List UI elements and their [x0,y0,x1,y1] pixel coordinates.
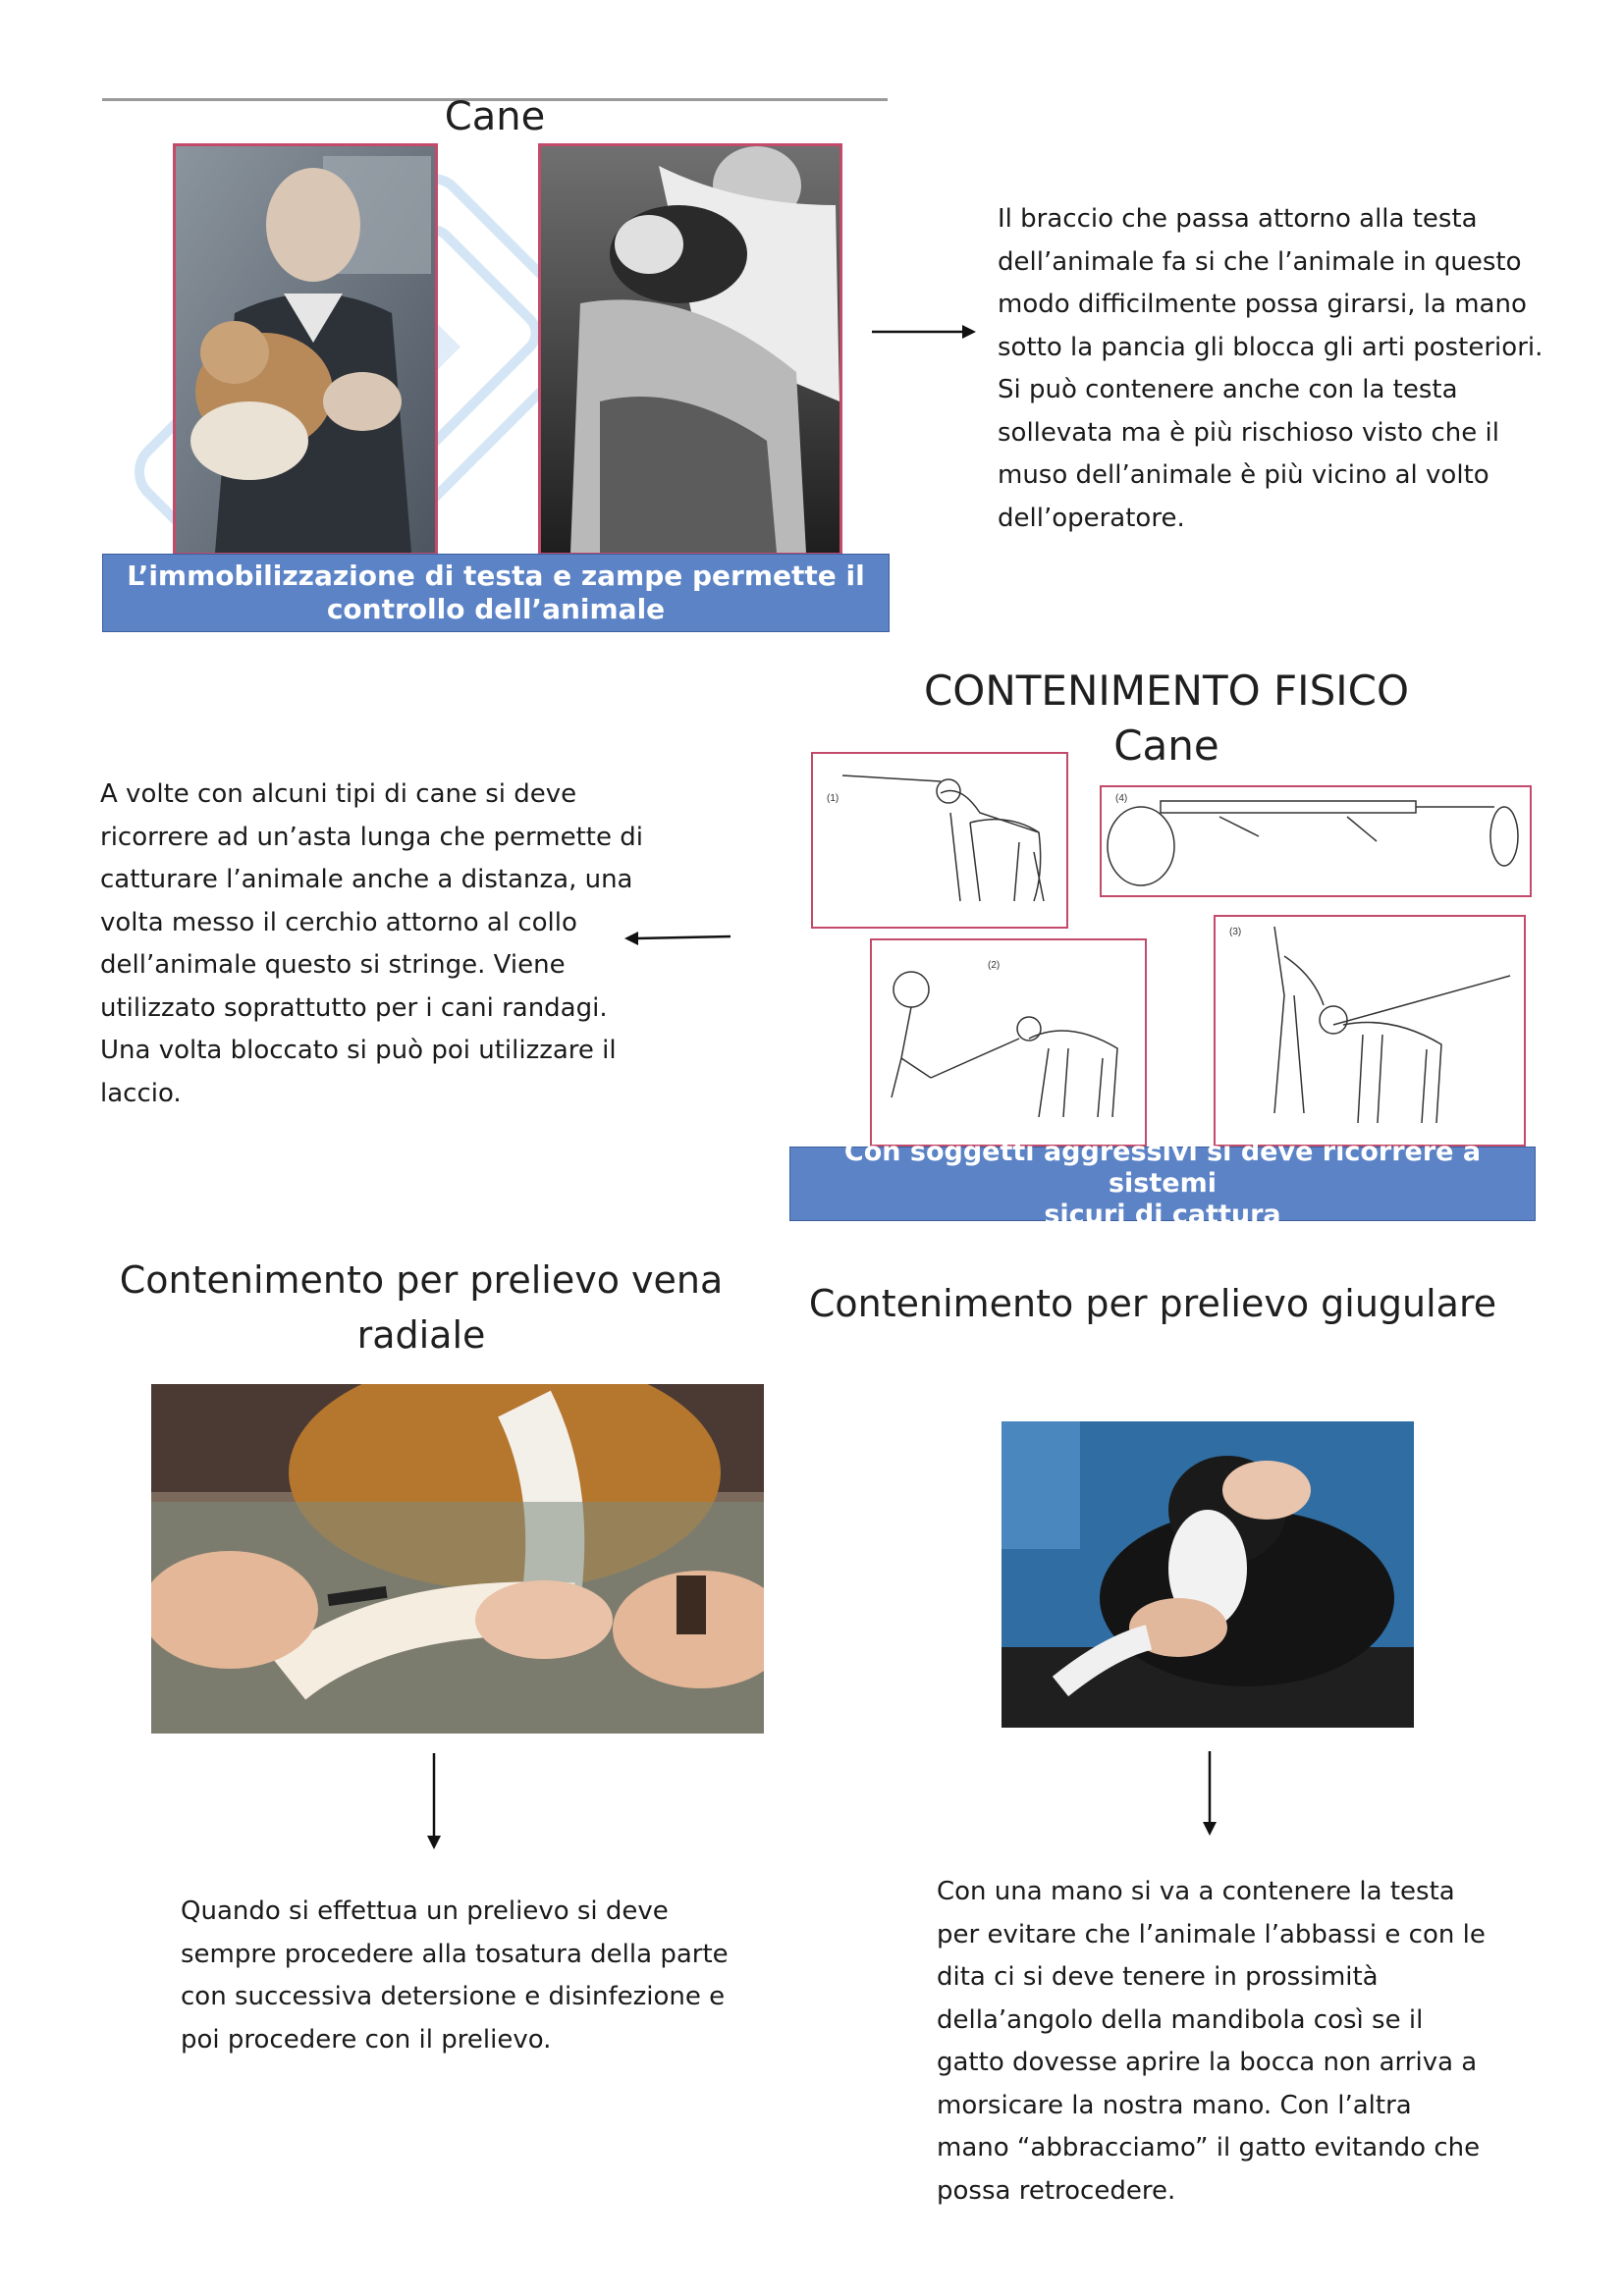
paragraph-line: laccio. [100,1078,182,1108]
slide-vena-radiale-title-line1: Contenimento per prelievo vena [119,1258,724,1302]
paragraph-line: sotto la pancia gli blocca gli arti posteriori. [998,332,1543,362]
paragraph-line: possa retrocedere. [937,2175,1176,2206]
photo-woman-holding-corgi [173,143,438,556]
slide-giugulare-title: Contenimento per prelievo giugulare [808,1282,1497,1325]
figure-label: (2) [988,960,1001,971]
paragraph-line: dell’animale questo si stringe. Viene [100,950,566,980]
paragraph-line: morsicare la nostra mano. Con l’altra [937,2090,1412,2120]
arrow-down-icon [422,1751,446,1851]
slide-vena-radiale-title-line2: radiale [356,1313,486,1357]
paragraph-giugulare [937,1871,1545,2213]
arrow-right-icon [870,320,978,344]
paragraph-line: catturare l’animale anche a distanza, una [100,865,633,894]
paragraph-line: mano “abbracciamo” il gatto evitando che [937,2133,1481,2163]
paragraph-line: muso dell’animale è più vicino al volto [998,460,1489,490]
photo-jugular-sampling-cat [1001,1421,1414,1728]
paragraph-line: dita ci si deve tenere in prossimità [937,1962,1379,1992]
paragraph-line: poi procedere con il prelievo. [181,2024,552,2055]
arrow-down-icon [1198,1749,1221,1838]
paragraph-line: della’angolo della mandibola così se il [937,2004,1424,2035]
paragraph-line: Quando si effettua un prelievo si deve [181,1896,669,1926]
paragraph-line: modo difficilmente possa girarsi, la mano [998,290,1527,319]
slide-contenimento-caption-line1: Con soggetti aggressivi si deve ricorrere a sistemi [843,1137,1482,1199]
slide-contenimento-caption [789,1137,1536,1230]
photo-nurse-holding-dog [538,143,842,556]
illustration-dog-catchpole-1 [811,752,1068,929]
paragraph-line: dell’animale fa si che l’animale in questo [998,246,1522,277]
slide-cane-title: Cane [444,94,546,139]
paragraph-asta-lunga [100,774,670,1115]
slide-cane-caption [102,554,890,632]
slide-vena-radiale-title [102,1253,740,1362]
slide-contenimento-title-line2: Cane [1113,721,1219,770]
figure-label: (4) [1115,793,1128,804]
paragraph-line: per evitare che l’animale l’abbassi e con le [937,1919,1486,1949]
photo-radial-vein-sampling [151,1384,764,1734]
paragraph-line: Si può contenere anche con la testa [998,375,1458,404]
illustration-dog-catchpole-3 [1214,915,1526,1147]
slide-contenimento-caption-line2: sicuri di cattura [1044,1200,1281,1230]
paragraph-line: ricorrere ad un’asta lunga che permette di [100,822,643,852]
paragraph-line: Una volta bloccato si può poi utilizzare il [100,1036,617,1065]
illustration-child-walking-dog [870,938,1147,1147]
illustration-catchpole-device [1100,785,1532,897]
slide-contenimento-title-line1: CONTENIMENTO FISICO [923,667,1410,715]
figure-label: (3) [1229,927,1242,937]
paragraph-line: A volte con alcuni tipi di cane si deve [100,779,577,809]
paragraph-line: dell’operatore. [998,503,1185,533]
paragraph-braccio [998,198,1587,540]
paragraph-prelievo [181,1891,770,2061]
paragraph-line: volta messo il cerchio attorno al collo [100,907,577,937]
paragraph-line: gatto dovesse aprire la bocca non arriva a [937,2048,1478,2077]
paragraph-line: Con una mano si va a contenere la testa [937,1877,1455,1906]
paragraph-line: sempre procedere alla tosatura della parte [181,1939,729,1969]
figure-label: (1) [827,793,839,804]
paragraph-line: sollevata ma è più rischioso visto che il [998,417,1499,448]
paragraph-line: Il braccio che passa attorno alla testa [998,204,1478,234]
slide-cane-caption-line2: controllo dell’animale [326,593,666,625]
paragraph-line: utilizzato soprattutto per i cani randagi. [100,992,608,1023]
slide-cane-caption-line1: L’immobilizzazione di testa e zampe permette il [127,560,865,592]
paragraph-line: con successiva detersione e disinfezione e [181,1982,726,2011]
